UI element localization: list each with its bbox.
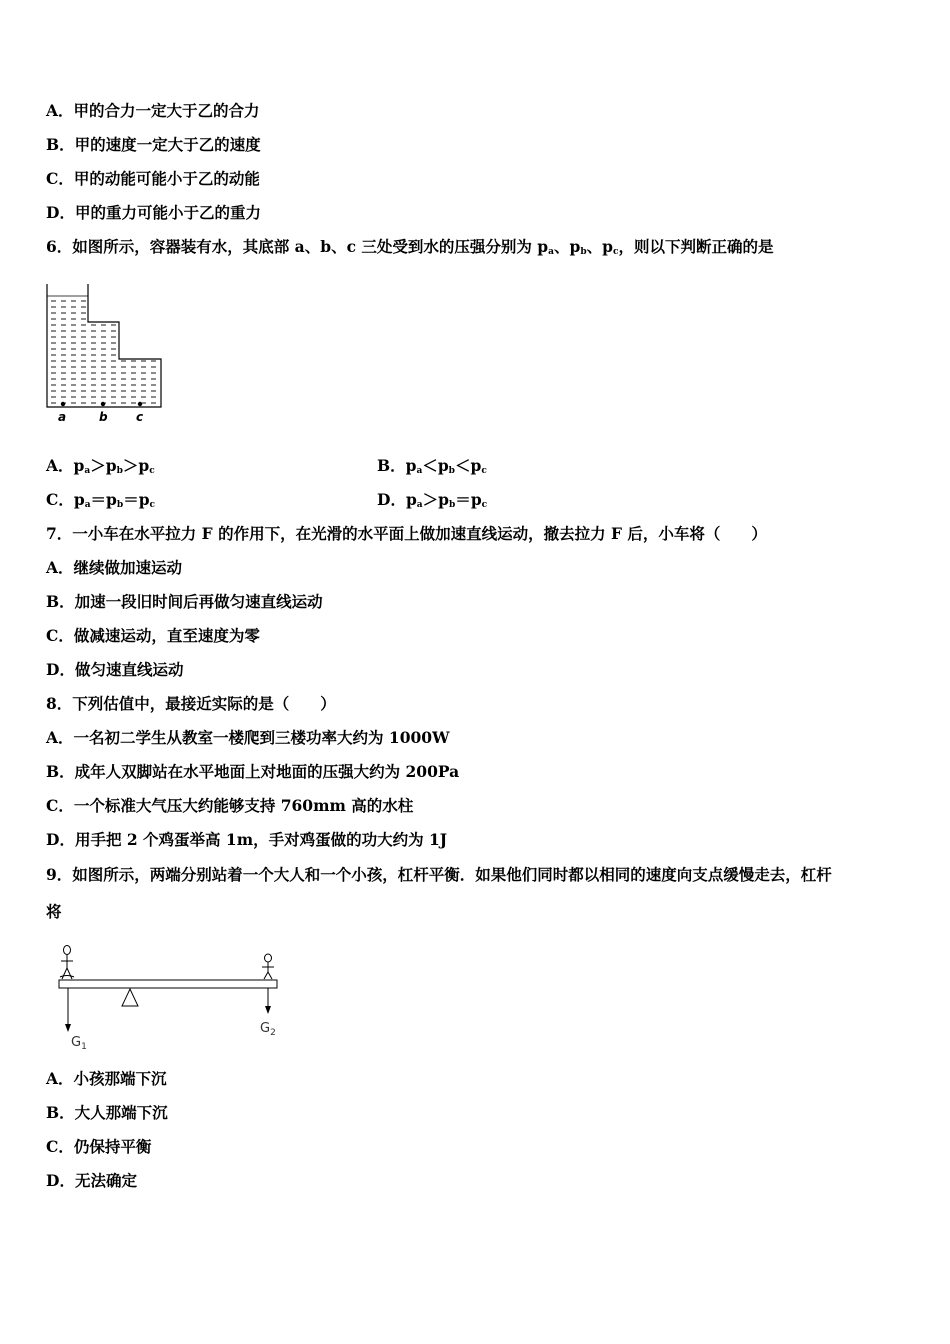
q8-stem: 8．下列估值中，最接近实际的是（ ） xyxy=(46,694,336,713)
q5-option-a: A．甲的合力一定大于乙的合力 xyxy=(46,101,260,120)
q8-option-a: A．一名初二学生从教室一楼爬到三楼功率大约为 1000W xyxy=(46,728,450,747)
q8-option-d: D．用手把 2 个鸡蛋举高 1m，手对鸡蛋做的功大约为 1J xyxy=(46,830,448,849)
lever-figure xyxy=(50,940,290,1055)
point-b-dot xyxy=(101,402,105,406)
q5-option-b: B．甲的速度一定大于乙的速度 xyxy=(46,135,261,154)
q9-stem-line2: 将 xyxy=(46,902,62,921)
point-c-dot xyxy=(138,402,142,406)
q7-option-c: C．做减速运动，直至速度为零 xyxy=(46,626,260,645)
label-a: a xyxy=(58,410,67,424)
q6-option-b: B．$p_a<p_b<p_c$ xyxy=(377,456,487,476)
container-figure xyxy=(40,280,170,425)
q9-option-a: A．小孩那端下沉 xyxy=(46,1069,167,1088)
q6-option-d: D．$p_a>p_b=p_c$ xyxy=(377,490,488,510)
label-g2: $G_2$ xyxy=(260,1021,276,1038)
q9-option-d: D．无法确定 xyxy=(46,1171,137,1190)
fulcrum xyxy=(122,989,138,1006)
q7-option-b: B．加速一段旧时间后再做匀速直线运动 xyxy=(46,592,323,611)
q5-option-c: C．甲的动能可能小于乙的动能 xyxy=(46,169,260,188)
q9-stem-line1: 9．如图所示，两端分别站着一个大人和一个小孩，杠杆平衡．如果他们同时都以相同的速度向支点缓慢走去，杠杆 xyxy=(46,865,832,884)
lever-beam xyxy=(59,980,277,988)
q9-option-c: C．仍保持平衡 xyxy=(46,1137,152,1156)
point-a-dot xyxy=(61,402,65,406)
q7-option-a: A．继续做加速运动 xyxy=(46,558,183,577)
q8-option-b: B．成年人双脚站在水平地面上对地面的压强大约为 200Pa xyxy=(46,762,460,781)
q8-option-c: C．一个标准大气压大约能够支持 760mm 高的水柱 xyxy=(46,796,414,815)
child-figure xyxy=(262,954,274,979)
label-g1: $G_1$ xyxy=(71,1035,87,1052)
label-b: b xyxy=(99,410,108,424)
water-body xyxy=(47,296,161,407)
q6-option-c: C．$p_a=p_b=p_c$ xyxy=(46,490,156,510)
q5-option-d: D．甲的重力可能小于乙的重力 xyxy=(46,203,261,222)
label-c: c xyxy=(136,410,144,424)
q6-stem: 6．如图所示，容器装有水，其底部 a、b、c 三处受到水的压强分别为 $p_a$、$p_b$、$p_c$，则以下判断正确的是 xyxy=(46,237,774,257)
q6-stem-suffix: ，则以下判断正确的是 xyxy=(618,237,774,256)
q7-option-d: D．做匀速直线运动 xyxy=(46,660,184,679)
q7-stem: 7．一小车在水平拉力 F 的作用下，在光滑的水平面上做加速直线运动，撤去拉力 F 后，小车将（ ） xyxy=(46,524,767,543)
q9-option-b: B．大人那端下沉 xyxy=(46,1103,168,1122)
adult-figure xyxy=(60,946,74,980)
q6-stem-prefix: 6．如图所示，容器装有水，其底部 a、b、c 三处受到水的压强分别为 xyxy=(46,237,538,256)
q6-option-a: A．$p_a>p_b>p_c$ xyxy=(46,456,155,476)
